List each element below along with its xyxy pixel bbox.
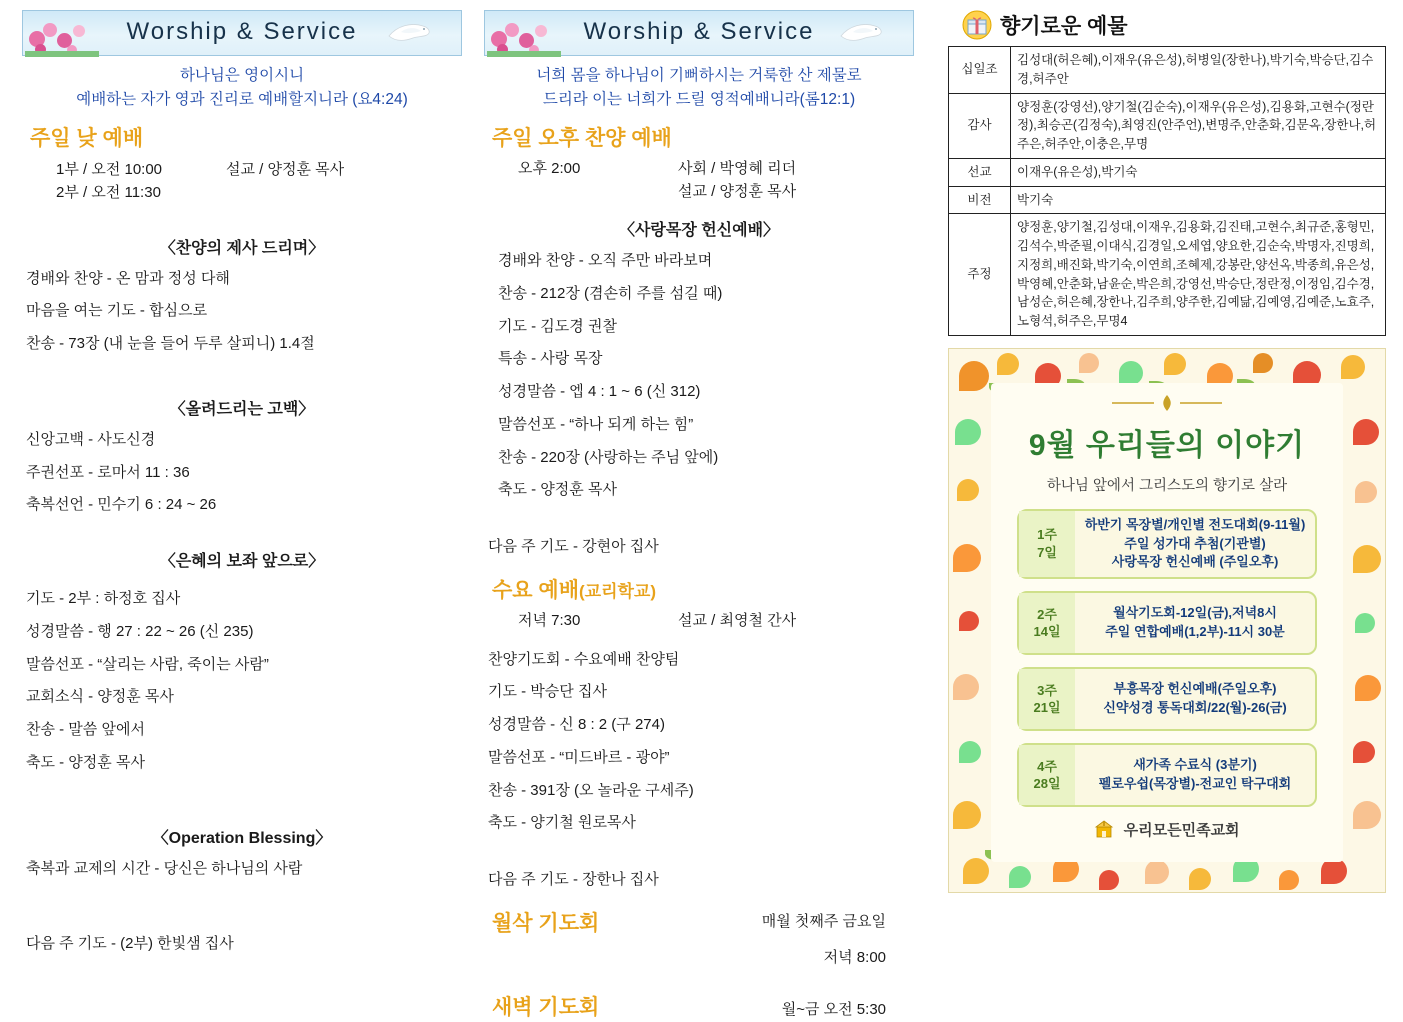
order-line: 말씀선포 - “미드바르 - 광야”	[488, 748, 670, 766]
order-head-praise: 〈찬양의 제사 드리며〉	[159, 239, 325, 257]
order-line: 기도 - 김도경 권찰	[498, 317, 617, 335]
wolsak-schedule: 매월 첫째주 금요일	[761, 913, 886, 931]
dawn-prayer-time: 월~금 오전 5:30	[781, 1000, 886, 1018]
week-num: 1주	[1037, 527, 1057, 543]
offering-header	[962, 10, 1386, 40]
offering-type: 비전	[949, 186, 1011, 214]
week-line: 하반기 목장별/개인별 전도대회(9-11월)	[1084, 516, 1306, 532]
week-num: 3주	[1037, 682, 1057, 698]
order-line: 특송 - 사랑 목장	[498, 350, 603, 368]
order-line: 찬송 - 212장 (겸손히 주를 섬길 때)	[498, 284, 723, 302]
offering-title: 향기로운 예물	[1000, 15, 1128, 38]
dove-icon	[387, 20, 431, 46]
verse-line-2: 드리라 이는 너희가 드릴 영적예배니라(롬12:1)	[542, 91, 856, 109]
week-line: 신약성경 통독대회/22(월)-26(금)	[1103, 700, 1287, 716]
verse-line-1: 하나님은 영이시니	[179, 67, 305, 84]
list-item	[1017, 591, 1317, 655]
table-row	[949, 158, 1386, 186]
bible-verse-1	[22, 64, 462, 112]
next-week-prayer-3: 다음 주 기도 - 장한나 집사	[488, 871, 659, 889]
order-line: 성경말씀 - 신 8 : 2 (구 274)	[488, 716, 665, 734]
wednesday-time-row	[518, 610, 914, 633]
offering-type: 십일조	[949, 47, 1011, 94]
section-title-afternoon-praise: 주일 오후 찬양 예배	[492, 127, 672, 151]
section-title-sunday-morning: 주일 낮 예배	[30, 127, 144, 151]
banner-worship-service-1	[22, 10, 462, 56]
next-week-prayer-2: 다음 주 기도 - 강현아 집사	[488, 538, 659, 556]
wednesday-title: 수요 예배	[492, 579, 579, 603]
week-day: 28일	[1033, 776, 1061, 792]
order-line: 축도 - 양정훈 목사	[498, 481, 617, 499]
order-line: 축도 - 양기철 원로목사	[488, 814, 636, 832]
next-week-prayer-1: 다음 주 기도 - (2부) 한빛샘 집사	[26, 935, 234, 953]
section-title-wolsak-prayer: 월삭 기도회	[492, 912, 600, 936]
order-line: 찬송 - 220장 (사랑하는 주님 앞에)	[498, 448, 719, 466]
order-head-grace: 〈은혜의 보좌 앞으로〉	[159, 553, 325, 571]
week-content	[1075, 745, 1315, 805]
week-line: 부흥목장 헌신예배(주일오후)	[1113, 681, 1277, 697]
offering-names: 양정훈(강영선),양기철(김순숙),이재우(유은성),김용화,고현수(정란정),최승곤(김정숙),최영진(안주언),변명주,안춘화,김문옥,장한나,허주은,허주안,이충은,무명	[1011, 93, 1386, 158]
column-afternoon-wednesday	[484, 10, 914, 1021]
week-content	[1075, 511, 1315, 578]
monthly-poster	[948, 348, 1386, 893]
week-number-badge	[1019, 745, 1075, 805]
dove-icon	[839, 20, 883, 46]
week-content	[1075, 593, 1315, 653]
week-content	[1075, 669, 1315, 729]
offering-names: 김성대(허은혜),이재우(유은성),허병일(장한나),박기숙,박승단,김수경,허주안	[1011, 47, 1386, 94]
order-line: 말씀선포 - “살리는 사람, 죽이는 사람”	[26, 655, 269, 673]
order-line: 경배와 찬양 - 온 맘과 정성 다해	[26, 269, 230, 287]
table-row	[949, 93, 1386, 158]
list-item	[1017, 509, 1317, 580]
wednesday-title-sub: (교리학교)	[578, 582, 656, 602]
week-line: 주일 성가대 추첨(기관별)	[1124, 535, 1266, 551]
section-title-dawn-prayer: 새벽 기도회	[492, 995, 600, 1019]
service-time-2: 2부 / 오전 11:30	[56, 184, 161, 202]
gift-box-icon	[962, 10, 992, 40]
week-line: 주일 연합예배(1,2부)-11시 30분	[1105, 624, 1285, 640]
order-line: 기도 - 박승단 집사	[488, 683, 607, 701]
offering-names: 이재우(유은성),박기숙	[1011, 158, 1386, 186]
service-time-row-1	[56, 158, 462, 181]
order-line: 찬송 - 391장 (오 놀라운 구세주)	[488, 781, 694, 799]
wolsak-time: 저녁 8:00	[823, 949, 886, 967]
order-line: 찬송 - 73장 (내 눈을 들어 두루 살피니) 1.4절	[26, 335, 315, 353]
order-line: 성경말씀 - 엡 4 : 1 ~ 6 (신 312)	[498, 383, 701, 401]
poster-top-ornament	[991, 393, 1343, 418]
weekly-schedule-list	[991, 509, 1343, 808]
offering-type: 선교	[949, 158, 1011, 186]
order-line: 말씀선포 - “하나 되게 하는 힘”	[498, 415, 694, 433]
order-line: 기도 - 2부 : 하정호 집사	[26, 590, 181, 608]
church-signature	[991, 819, 1343, 840]
section-title-wednesday	[492, 574, 914, 604]
service-preacher-1: 설교 / 양정훈 목사	[226, 161, 345, 179]
verse-line-1: 너희 몸을 하나님이 기뻐하시는 거룩한 산 제물로	[536, 67, 862, 84]
column-sunday-morning	[22, 10, 462, 953]
order-head-operation-blessing: 〈Operation Blessing〉	[152, 829, 332, 847]
order-line: 마음을 여는 기도 - 합심으로	[26, 302, 208, 320]
offering-type: 주정	[949, 214, 1011, 336]
week-line: 사랑목장 헌신예배 (주일오후)	[1111, 554, 1279, 570]
banner-worship-service-2	[484, 10, 914, 56]
week-num: 2주	[1037, 606, 1057, 622]
afternoon-leader: 사회 / 박영혜 리더	[678, 160, 797, 178]
order-head-love-mokjang: 〈사랑목장 헌신예배〉	[618, 222, 780, 240]
week-line: 펠로우쉽(목장별)-전교인 탁구대회	[1098, 776, 1292, 792]
service-time-1: 1부 / 오전 10:00	[56, 161, 163, 179]
week-num: 4주	[1037, 758, 1057, 774]
bible-verse-2	[484, 64, 914, 112]
order-line: 성경말씀 - 행 27 : 22 ~ 26 (신 235)	[26, 622, 254, 640]
order-line: 찬양기도회 - 수요예배 찬양팀	[488, 650, 680, 668]
afternoon-time: 오후 2:00	[518, 160, 581, 178]
order-line: 교회소식 - 양정훈 목사	[26, 688, 174, 706]
order-line: 축복과 교제의 시간 - 당신은 하나님의 사람	[26, 859, 303, 877]
column-offering-poster	[948, 10, 1386, 893]
order-line: 주권선포 - 로마서 11 : 36	[26, 463, 190, 481]
poster-content	[991, 383, 1343, 862]
offering-names: 박기숙	[1011, 186, 1386, 214]
order-line: 경배와 찬양 - 오직 주만 바라보며	[498, 252, 713, 270]
week-line: 새가족 수료식 (3분기)	[1133, 757, 1257, 773]
afternoon-time-row	[518, 158, 914, 181]
week-day: 14일	[1033, 624, 1061, 640]
week-line: 월삭기도회-12일(금),저녁8시	[1113, 605, 1277, 621]
poster-title: 9월 우리들의 이야기	[1028, 428, 1306, 462]
order-line: 찬송 - 말씀 앞에서	[26, 721, 145, 739]
banner-title: Worship & Service	[126, 18, 358, 45]
week-number-badge	[1019, 593, 1075, 653]
service-time-row-2	[56, 181, 462, 204]
week-number-badge	[1019, 669, 1075, 729]
order-head-confession: 〈올려드리는 고백〉	[169, 400, 315, 418]
offering-names: 양정훈,양기철,김성대,이재우,김용화,김진태,고현수,최규준,홍형민,김석수,박준필,이대식,김경일,오세엽,양요한,김순숙,박명자,진명희,지정희,배진화,박기숙,이연희,조혜제,강봉란,양선옥,박종희,유은성,박영혜,안춘화,남윤순,박은희,강영선,박승단,정란정,이정임,김수경,남성순,허은혜,장한나,김주희,양주한,김예닮,김예영,김예준,노효주,노형석,허주은,무명4	[1011, 214, 1386, 336]
order-line: 축도 - 양정훈 목사	[26, 753, 145, 771]
week-day: 7일	[1037, 545, 1057, 561]
table-row	[949, 186, 1386, 214]
list-item	[1017, 743, 1317, 807]
afternoon-preacher: 설교 / 양정훈 목사	[678, 182, 797, 200]
order-line: 축복선언 - 민수기 6 : 24 ~ 26	[26, 496, 217, 514]
church-name: 우리모든민족교회	[1123, 822, 1240, 840]
wednesday-time: 저녁 7:30	[518, 612, 581, 630]
list-item	[1017, 667, 1317, 731]
order-line: 신앙고백 - 사도신경	[26, 430, 156, 448]
week-number-badge	[1019, 511, 1075, 578]
table-row	[949, 47, 1386, 94]
verse-line-2: 예배하는 자가 영과 진리로 예배할지니라 (요4:24)	[76, 91, 408, 109]
table-row	[949, 214, 1386, 336]
afternoon-preacher-row	[518, 181, 914, 204]
week-day: 21일	[1033, 700, 1061, 716]
poster-subtitle: 하나님 앞에서 그리스도의 향기로 살라	[1046, 477, 1288, 494]
church-icon	[1094, 821, 1114, 837]
offering-table	[948, 46, 1386, 336]
offering-type: 감사	[949, 93, 1011, 158]
wednesday-preacher: 설교 / 최영철 간사	[678, 612, 797, 630]
banner-title: Worship & Service	[583, 18, 815, 45]
